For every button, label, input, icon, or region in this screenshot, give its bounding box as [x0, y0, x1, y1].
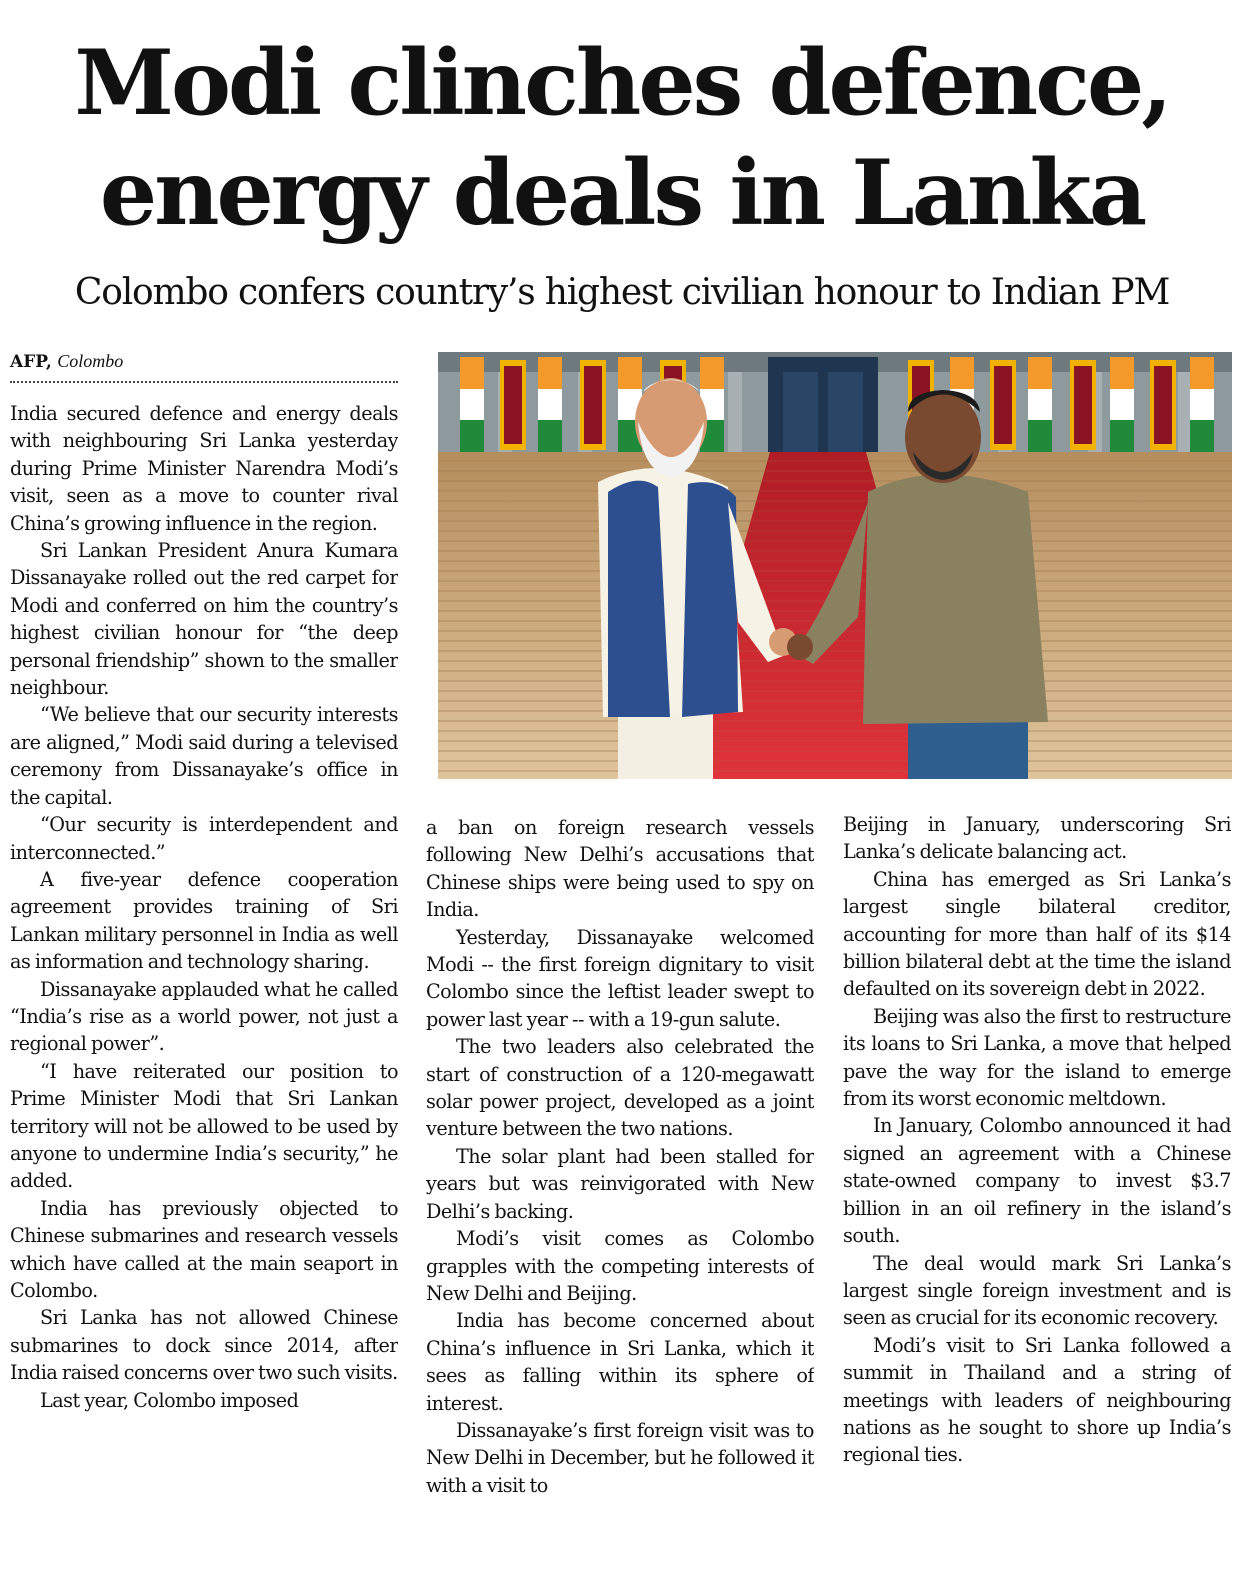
article-column-3 — [843, 811, 1231, 1568]
subheadline: Colombo confers country’s highest civilian honour to Indian PM — [74, 272, 1170, 313]
article-paragraph: Sri Lanka has not allowed Chinese submarines to dock since 2014, after India raised concerns over two such visits. — [10, 1306, 398, 1385]
byline-place: Colombo — [57, 351, 124, 371]
article-paragraph: Yesterday, Dissanayake welcomed Modi -- the first foreign dignitary to visit Colombo since the leftist leader swept to power last year -- with a 19-gun salute. — [426, 925, 814, 1031]
article-paragraph: India has become concerned about China’s influence in Sri Lanka, which it sees as falling within its sphere of interest. — [426, 1309, 814, 1415]
byline-agency: AFP, — [10, 352, 52, 372]
article-paragraph: a ban on foreign research vessels following New Delhi’s accusations that Chinese ships were being used to spy on India. — [426, 816, 814, 922]
article-paragraph: Modi’s visit comes as Colombo grapples with the competing interests of New Delhi and Beijing. — [426, 1227, 814, 1305]
byline — [10, 350, 398, 383]
article-paragraph: The solar plant had been stalled for years but was reinvigorated with New Delhi’s backing. — [426, 1144, 814, 1223]
article-paragraph: Dissanayake applauded what he called “India’s rise as a world power, not just a regional power”. — [10, 977, 398, 1056]
headline-line-1: Modi clinches defence, — [74, 30, 1170, 136]
article-paragraph: China has emerged as Sri Lanka’s largest single bilateral creditor, accounting for more than half of its $14 billion bilateral debt at the time the island defaulted on its sovereign debt in 2022. — [843, 867, 1231, 1001]
article-paragraph: Sri Lankan President Anura Kumara Dissanayake rolled out the red carpet for Modi and conferred on him the country’s highest civilian honour for “the deep personal friendship” shown to the smaller neighbour. — [10, 539, 398, 700]
headline-line-2: energy deals in Lanka — [99, 140, 1145, 246]
article-paragraph: The deal would mark Sri Lanka’s largest single foreign investment and is seen as crucial for its economic recovery. — [843, 1251, 1231, 1330]
article-column-1 — [10, 400, 398, 1568]
article-paragraph: The two leaders also celebrated the start of construction of a 120-megawatt solar power project, developed as a joint venture between the two nations. — [426, 1035, 814, 1141]
article-paragraph: Last year, Colombo imposed — [40, 1388, 299, 1412]
article-paragraph: Modi’s visit to Sri Lanka followed a summit in Thailand and a string of meetings with leaders of neighbouring nations as he sought to shore up India’s regional ties. — [843, 1333, 1231, 1467]
article-paragraph: Dissanayake’s first foreign visit was to New Delhi in December, but he followed it with a visit to — [426, 1418, 814, 1497]
photo-handshake-illustration — [438, 352, 1232, 779]
article-paragraph: “Our security is interdependent and interconnected.” — [10, 813, 398, 864]
article-paragraph: A five-year defence cooperation agreement provides training of Sri Lankan military personnel in India as well as information and technology sharing. — [10, 867, 398, 974]
article-paragraph: Beijing in January, underscoring Sri Lanka’s delicate balancing act. — [843, 813, 1231, 864]
article-paragraph: In January, Colombo announced it had signed an agreement with a Chinese state-owned company to invest $3.7 billion in an oil refinery in the island’s south. — [843, 1114, 1231, 1248]
article-paragraph: Beijing was also the first to restructure its loans to Sri Lanka, a move that helped pave the way for the island to emerge from its worst economic meltdown. — [843, 1004, 1231, 1111]
article-paragraph: India has previously objected to Chinese submarines and research vessels which have called at the main seaport in Colombo. — [10, 1196, 398, 1302]
article-photo — [438, 352, 1232, 779]
article-paragraph: “I have reiterated our position to Prime Minister Modi that Sri Lankan territory will not be allowed to be used by anyone to undermine India’s security,” he added. — [10, 1059, 398, 1193]
article-paragraph: “We believe that our security interests are aligned,” Modi said during a televised ceremony from Dissanayake’s office in the capital. — [10, 703, 398, 809]
headline — [10, 28, 1234, 248]
article-column-2 — [426, 814, 814, 1568]
article-paragraph: India secured defence and energy deals with neighbouring Sri Lanka yesterday during Prime Minister Narendra Modi’s visit, seen as a move to counter rival China’s growing influence in the region. — [10, 402, 398, 535]
